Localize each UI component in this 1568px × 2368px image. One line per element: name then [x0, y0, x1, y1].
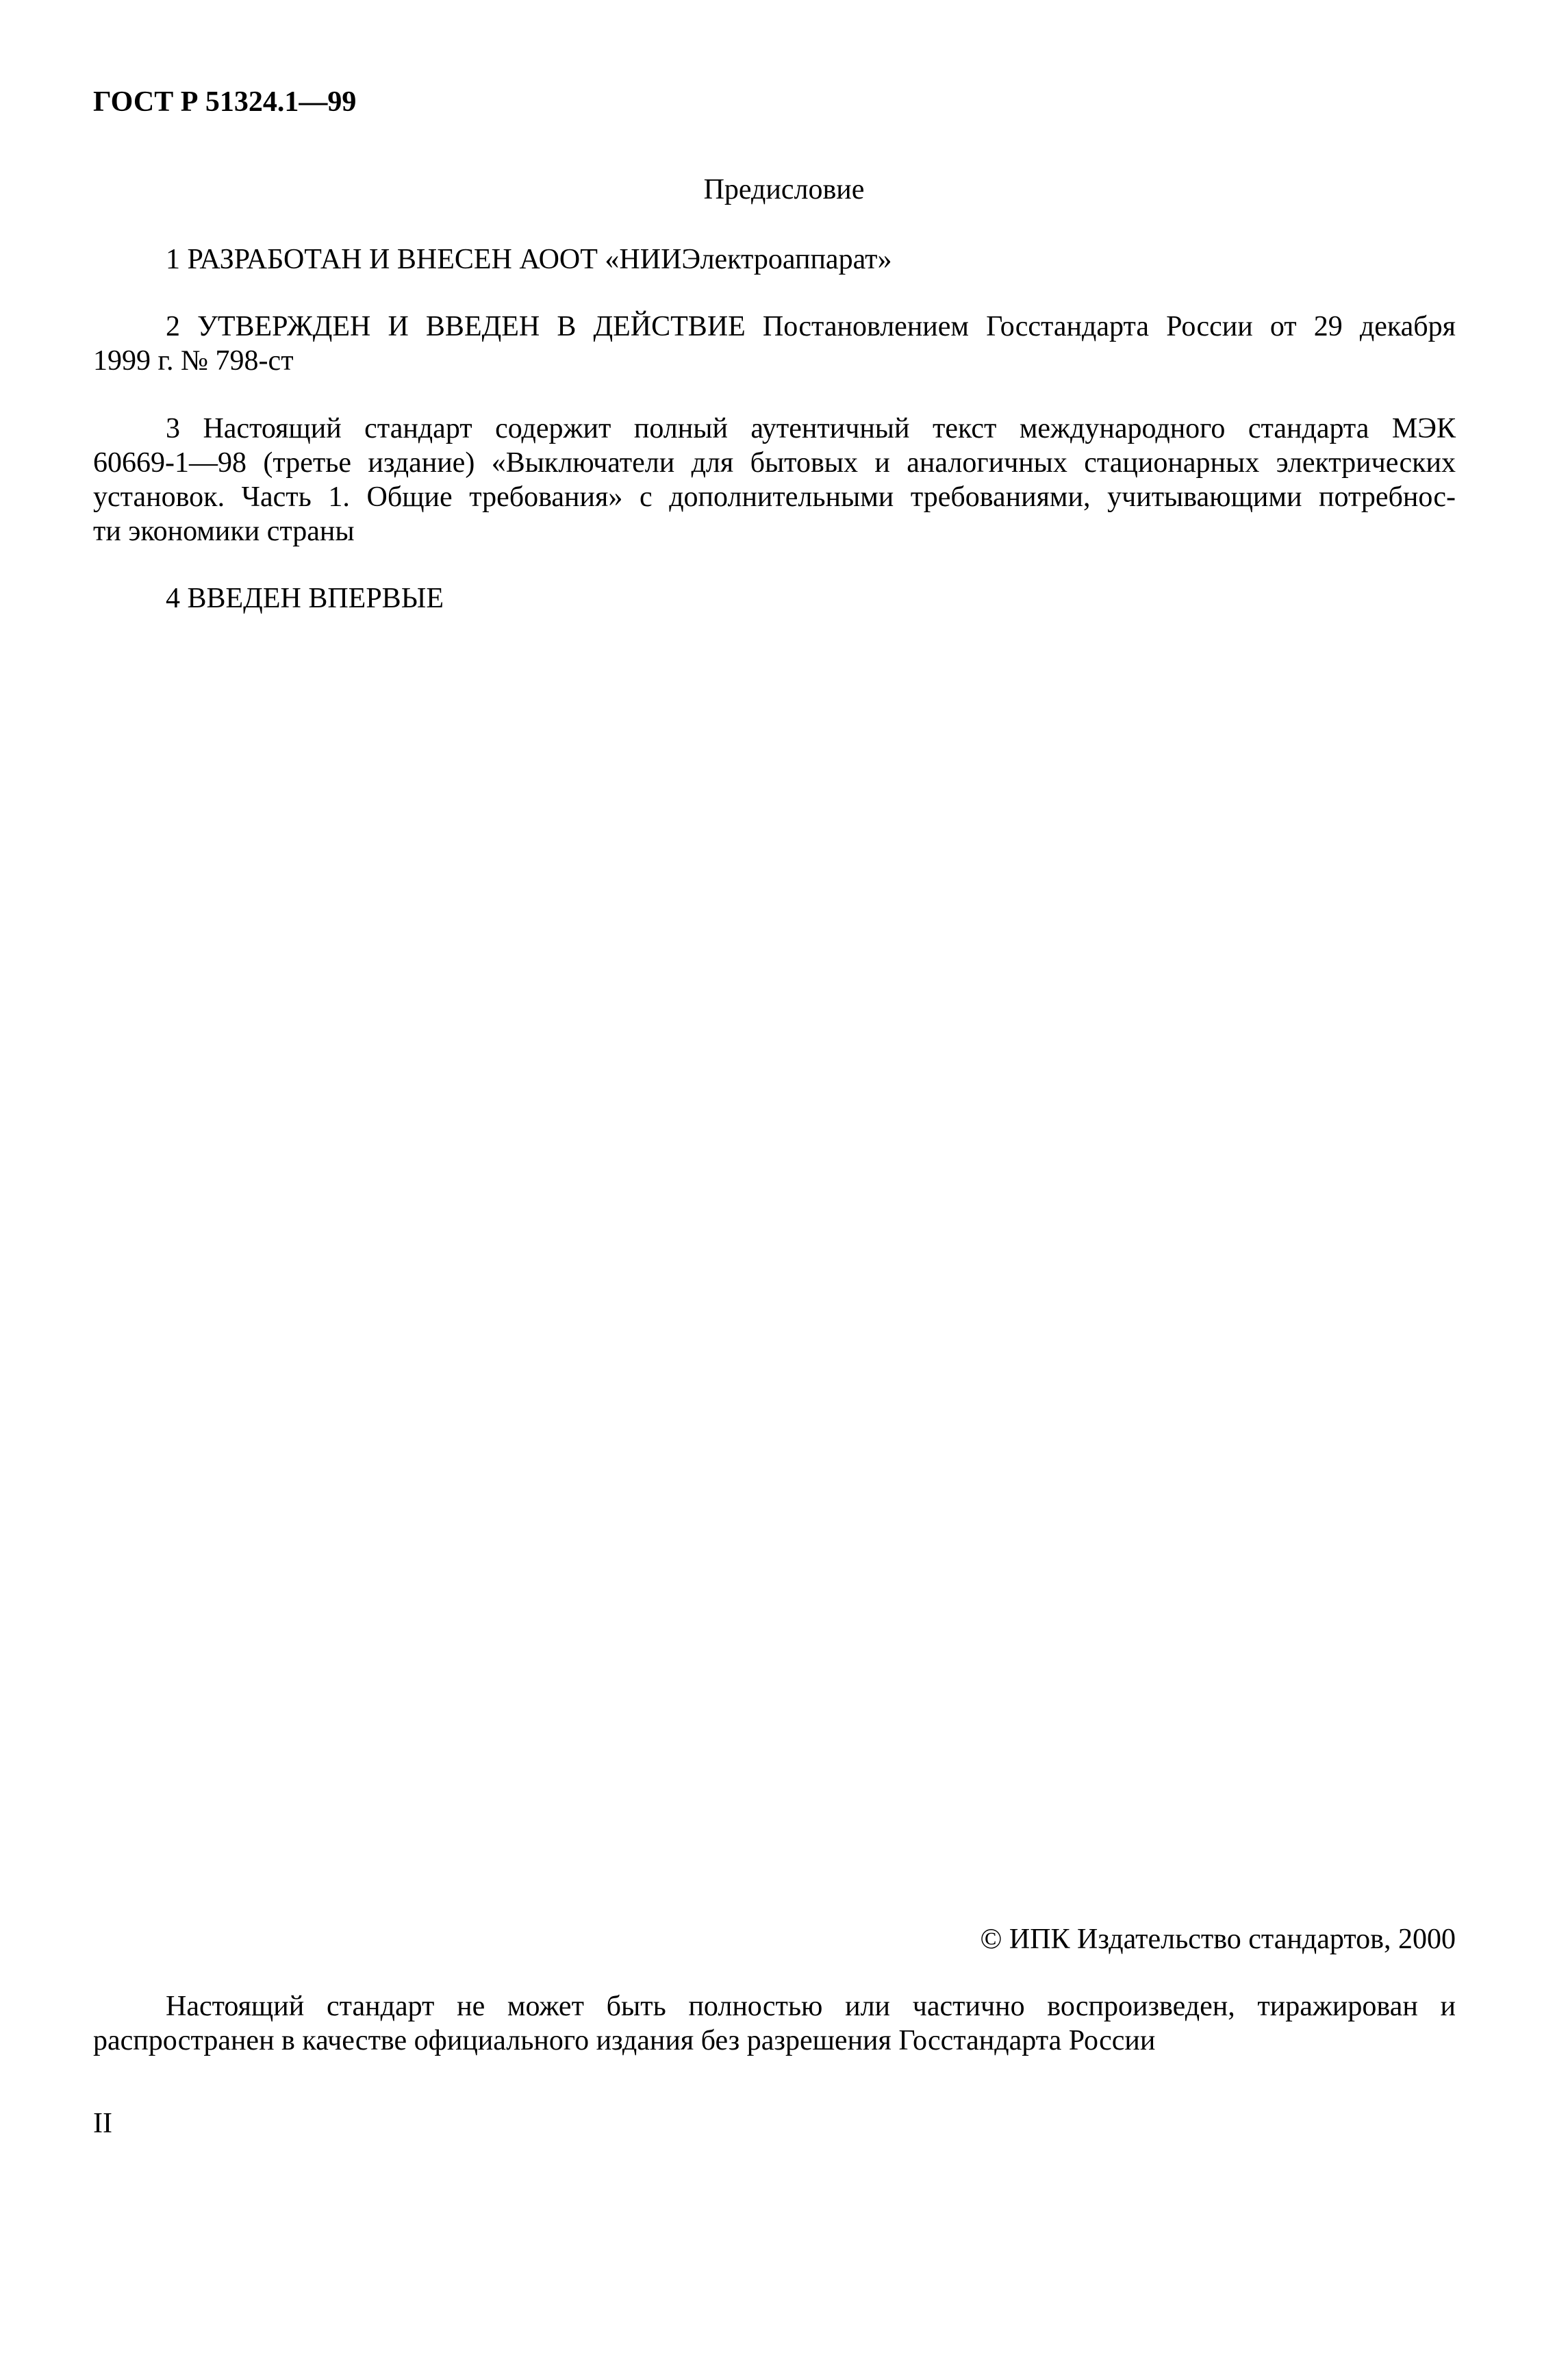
item-line: ти экономики страны — [93, 516, 355, 547]
item-line: 1999 г. № 798-ст — [93, 345, 294, 377]
reproduction-notice — [93, 1989, 1456, 2058]
document-number-header: ГОСТ Р 51324.1—99 — [93, 86, 357, 118]
copyright-notice: © ИПК Издательство стандартов, 2000 — [980, 1924, 1456, 1955]
preface-item-4 — [93, 581, 1456, 616]
item-line: 3 Настоящий стандарт содержит полный аутентичный текст международного стандарта МЭК — [166, 413, 1456, 444]
item-line: установок. Часть 1. Общие требования» с дополнительными требованиями, учитывающими потребнос- — [93, 481, 1456, 513]
section-title: Предисловие — [703, 174, 865, 205]
notice-line: Настоящий стандарт не может быть полностью или частично воспроизведен, тиражирован и — [166, 1991, 1456, 2022]
item-line: 1 РАЗРАБОТАН И ВНЕСЕН АООТ «НИИЭлектроаппарат» — [166, 244, 892, 275]
notice-line: распространен в качестве официального издания без разрешения Госстандарта России — [93, 2025, 1156, 2056]
preface-item-1 — [93, 242, 1456, 277]
preface-item-3 — [93, 412, 1456, 549]
item-line: 2 УТВЕРЖДЕН И ВВЕДЕН В ДЕЙСТВИЕ Постановлением Госстандарта России от 29 декабря — [166, 311, 1456, 342]
preface-item-2 — [93, 310, 1456, 378]
item-line: 60669-1—98 (третье издание) «Выключатели для бытовых и аналогичных стационарных электрических — [93, 447, 1456, 479]
page-number: II — [93, 2108, 112, 2139]
item-line: 4 ВВЕДЕН ВПЕРВЫЕ — [166, 583, 444, 614]
